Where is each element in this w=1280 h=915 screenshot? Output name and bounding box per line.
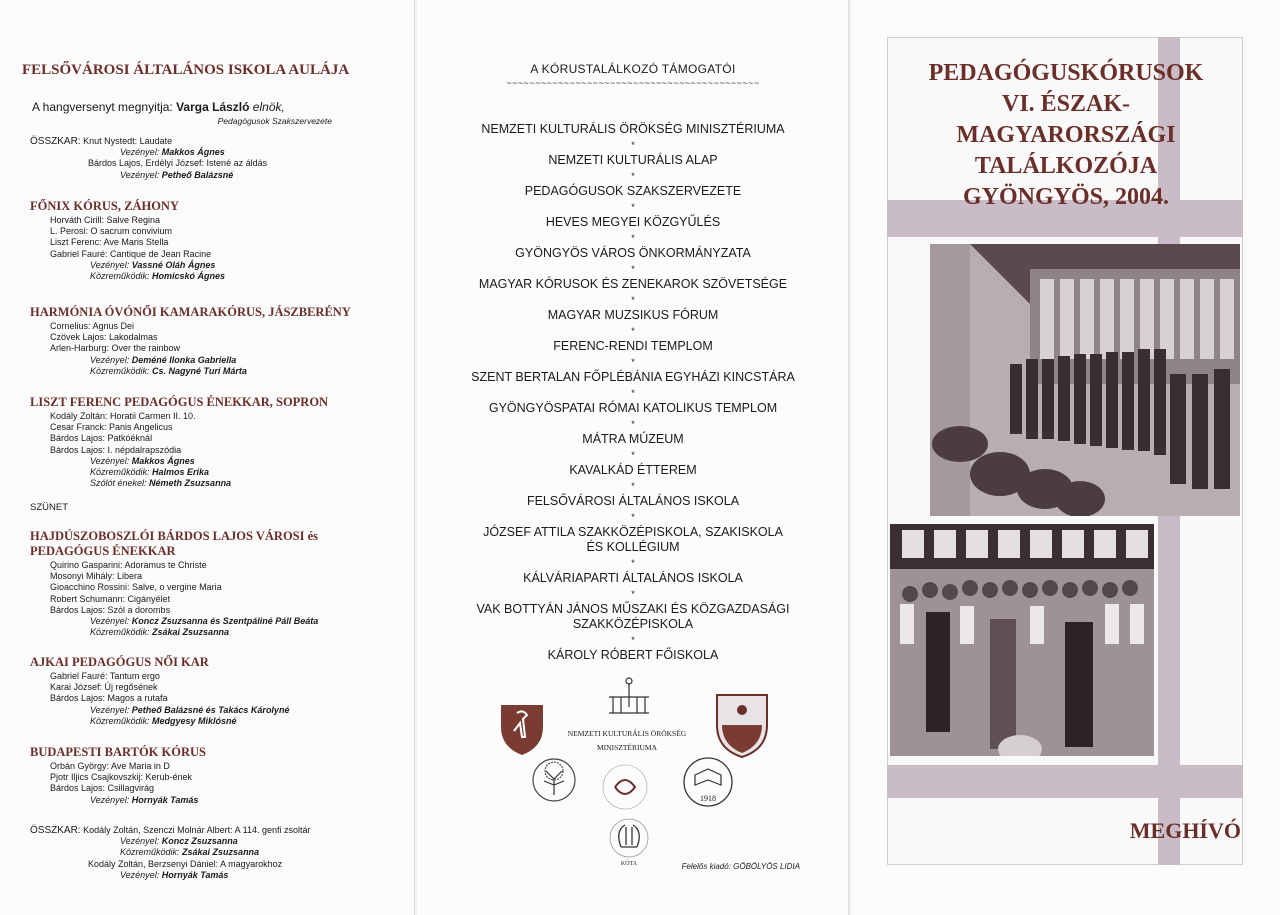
sponsor-item: SZENT BERTALAN FŐPLÉBÁNIA EGYHÁZI KINCSTÁRA * (471, 370, 795, 398)
book-emblem-icon (684, 758, 732, 806)
sponsor-item: MAGYAR KÓRUSOK ÉS ZENEKAROK SZÖVETSÉGE * (478, 277, 788, 305)
sponsor-list (417, 122, 849, 663)
choir-block-bartok: BUDAPESTI BARTÓK KÓRUS Orbán György: Ave Maria in D Pjotr Iljics Csajkovszkij: Kerub-ének Bárdos Lajos: Csillagvirág Vezényel: Hornyák Tamás (30, 745, 410, 806)
choir-title: HAJDÚSZOBOSZLÓI BÁRDOS LAJOS VÁROSI és PEDAGÓGUS ÉNEKKAR (30, 529, 319, 558)
choir-title: FŐNIX KÓRUS, ZÁHONY (30, 199, 179, 213)
sponsor-item: PEDAGÓGUSOK SZAKSZERVEZETE * (524, 184, 742, 212)
sponsor-item: JÓZSEF ATTILA SZAKKÖZÉPISKOLA, SZAKISKOLA ÉS KOLLÉGIUM * (483, 525, 783, 568)
choir-block-hajduszoboszlo: HAJDÚSZOBOSZLÓI BÁRDOS LAJOS VÁROSI és PEDAGÓGUS ÉNEKKAR Quirino Gasparini: Adoramus te Christe Mosonyi Mihály: Libera Gioacchino Rossini: Salve, o vergine Maria Robert Schumann: Cigányélet Bárdos Lajos: Szól a dorombs Vezényel: Koncz Zsuzsanna és Szentpáliné Páll Beáta Közreműködik: Zsákai Zsuzsanna (30, 529, 410, 638)
choir-hall-photo (930, 244, 1240, 516)
sponsor-item: FERENC-RENDI TEMPLOM * (553, 339, 713, 367)
invitation-label: MEGHÍVÓ (1129, 818, 1241, 843)
program-panel (0, 0, 415, 915)
city-crest-icon (717, 695, 767, 757)
choir-society-logo-icon (603, 765, 647, 809)
sponsors-panel (417, 0, 849, 915)
sponsor-item: VAK BOTTYÁN JÁNOS MŰSZAKI ÉS KÖZGAZDASÁGI SZAKKÖZÉPISKOLA * (476, 602, 790, 645)
publisher-note: Felelős kiadó: GÖBÖLYÖS LIDIA (681, 862, 800, 871)
intermission-label: SZÜNET (30, 502, 68, 513)
cover-panel (851, 0, 1280, 915)
tree-logo-icon (533, 759, 575, 801)
osszkar-closing: ÖSSZKAR: Kodály Zoltán, Szenczi Molnár Albert: A 114. genfi zsoltár Vezényel: Koncz Zsuzsanna Közreműködik: Zsákai Zsuzsanna Kodály Zoltán, Berzsenyi Dániel: A magyarokhoz Vezényel: Hornyák Tamás (30, 825, 311, 880)
sponsor-item: NEMZETI KULTURÁLIS ÖRÖKSÉG MINISZTÉRIUMA * (481, 122, 785, 150)
opener-org: Pedagógusok Szakszervezete (217, 116, 332, 126)
sponsor-logos (417, 675, 849, 875)
ministry-logo-caption: NEMZETI KULTURÁLIS ÖRÖKSÉG MINISZTÉRIUMA (567, 729, 687, 752)
choir-title: BUDAPESTI BARTÓK KÓRUS (30, 745, 206, 759)
sponsor-item: KAVALKÁD ÉTTEREM * (569, 463, 697, 491)
concert-audience-photo (890, 524, 1154, 756)
choir-block-ajka: AJKAI PEDAGÓGUS NŐI KAR Gabriel Fauré: Tantum ergo Karai József: Új regősének Bárdos Lajos: Magos a rutafa Vezényel: Petheő Balázsné és Takács Károlyné Közreműködik: Medgyesy Miklósné (30, 655, 410, 727)
sponsor-item: MAGYAR MUZSIKUS FÓRUM * (547, 308, 719, 336)
sponsor-item: KÁROLY RÓBERT FŐISKOLA (547, 648, 719, 662)
stork-shield-icon (501, 705, 543, 755)
choir-block-liszt: LISZT FERENC PEDAGÓGUS ÉNEKKAR, SOPRON Kodály Zoltán: Horatii Carmen II. 10. Cesar Franck: Panis Angelicus Bárdos Lajos: Patkóéknál Bárdos Lajos: I. népdalrapszódia Vezényel: Makkos Ágnes Közreműködik: Halmos Erika Szólót énekel: Németh Zsuzsanna (30, 395, 410, 489)
lyre-logo-icon (610, 819, 648, 867)
cover-title: PEDAGÓGUSKÓRUSOK VI. ÉSZAK-MAGYARORSZÁGI TALÁLKOZÓJA GYÖNGYÖS, 2004. (928, 60, 1204, 210)
svg-text:KÓTA: KÓTA (620, 861, 638, 867)
sponsors-title: A KÓRUSTALÁLKOZÓ TÁMOGATÓI (530, 62, 736, 76)
osszkar-opening: ÖSSZKAR: Knut Nystedt: Laudate Vezényel: Makkos Ágnes Bárdos Lajos, Erdélyi József: Istené az áldás Vezényel: Petheő Balázsné (30, 136, 268, 180)
ministry-emblem-icon (609, 678, 649, 713)
sponsor-item: GYÖNGYÖSPATAI RÓMAI KATOLIKUS TEMPLOM * (488, 401, 778, 429)
sponsor-item: MÁTRA MÚZEUM * (582, 432, 684, 460)
cover-horizontal-bar-bottom (887, 765, 1243, 798)
sponsor-item: HEVES MEGYEI KÖZGYŰLÉS * (545, 215, 721, 243)
sponsor-item: GYÖNGYÖS VÁROS ÖNKORMÁNYZATA * (515, 246, 751, 274)
sponsor-item: NEMZETI KULTURÁLIS ALAP * (548, 153, 718, 181)
opener-name: Varga László (176, 100, 250, 114)
svg-text:1918: 1918 (700, 794, 716, 803)
choir-title: AJKAI PEDAGÓGUS NŐI KAR (30, 655, 209, 669)
choir-title: HARMÓNIA ÓVÓNŐI KAMARAKÓRUS, JÁSZBERÉNY (30, 305, 351, 319)
title-divider: ~~~~~~~~~~~~~~~~~~~~~~~~~~~~~~~~~~~~~~~~~~~~ (506, 78, 760, 88)
venue-heading: FELSŐVÁROSI ÁLTALÁNOS ISKOLA AULÁJA (22, 62, 350, 78)
opener-line: A hangversenyt megnyitja: Varga László elnök, Pedagógusok Szakszervezete (32, 100, 332, 126)
choir-block-harmonia: HARMÓNIA ÓVÓNŐI KAMARAKÓRUS, JÁSZBERÉNY Cornelius: Agnus Dei Czövek Lajos: Lakodalmas Arlen-Harburg: Over the rainbow Vezényel: Deméné Ilonka Gabriella Közreműködik: Cs. Nagyné Turi Márta (30, 305, 410, 377)
choir-block-fonix: FŐNIX KÓRUS, ZÁHONY Horváth Cirill: Salve Regina L. Perosi: O sacrum convivium Liszt Ferenc: Ave Maris Stella Gabriel Fauré: Cantique de Jean Racine Vezényel: Vassné Oláh Ágnes Közreműködik: Homicskó Ágnes (30, 199, 410, 282)
sponsor-item: FELSŐVÁROSI ÁLTALÁNOS ISKOLA * (526, 494, 740, 522)
sponsor-item: KÁLVÁRIAPARTI ÁLTALÁNOS ISKOLA * (523, 571, 743, 599)
choir-title: LISZT FERENC PEDAGÓGUS ÉNEKKAR, SOPRON (30, 395, 329, 409)
